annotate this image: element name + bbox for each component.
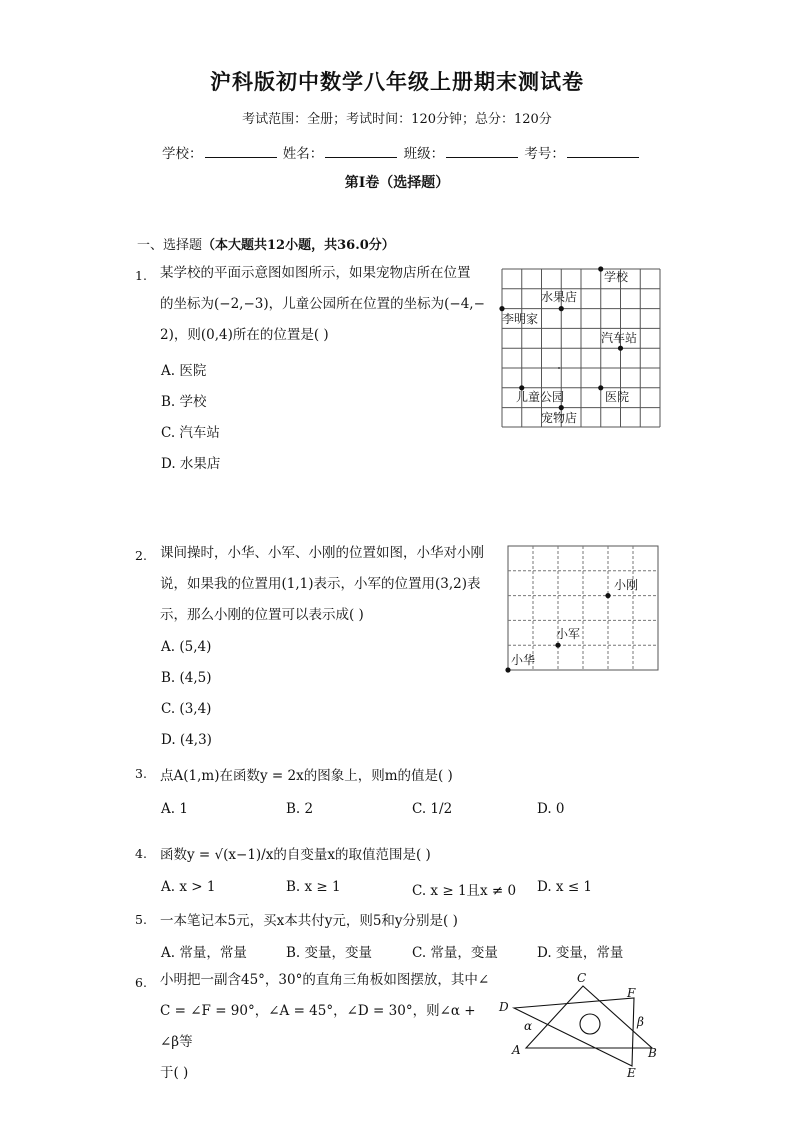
- option-a[interactable]: A. 常量，常量: [161, 945, 247, 961]
- label-home: 李明家: [502, 312, 539, 326]
- label-fruit-shop: 水果店: [541, 290, 578, 304]
- label-c: C: [577, 971, 587, 985]
- option-d[interactable]: D. x ≤ 1: [537, 879, 593, 895]
- label-xiaojun: 小军: [556, 627, 581, 641]
- xiaohua-point: [505, 667, 510, 672]
- question-line: 课间操时，小华、小军、小刚的位置如图，小华对小刚: [160, 545, 484, 561]
- option-d[interactable]: D. 水果店: [161, 456, 221, 472]
- option-c[interactable]: C. 汽车站: [161, 425, 220, 441]
- question-2-text: [160, 538, 490, 631]
- label-hospital: 医院: [605, 390, 630, 404]
- option-a[interactable]: A. (5,4): [161, 639, 212, 655]
- question-3-text: 点A(1,m)在函数y = 2x的图象上，则m的值是( ): [160, 768, 453, 784]
- xiaogang-point: [605, 593, 610, 598]
- label-bus-station: 汽车站: [601, 331, 638, 345]
- option-c[interactable]: C. x ≥ 1且x ≠ 0: [412, 883, 517, 899]
- page-title: 沪科版初中数学八年级上册期末测试卷: [210, 69, 584, 94]
- class-label: 班级：: [403, 146, 445, 162]
- option-a[interactable]: A. 1: [161, 801, 188, 817]
- option-b[interactable]: B. x ≥ 1: [286, 879, 341, 895]
- question-number: 4.: [135, 846, 147, 861]
- option-d[interactable]: D. (4,3): [161, 732, 212, 748]
- option-a[interactable]: A. x > 1: [161, 879, 216, 895]
- option-b[interactable]: B. 学校: [161, 394, 207, 410]
- center-dot: [558, 367, 560, 369]
- exam-info: 考试范围：全册；考试时间：120分钟；总分：120分: [242, 112, 552, 127]
- label-d: D: [499, 1000, 509, 1014]
- question-line: 说，如果我的位置用(1,1)表示，小军的位置用(3,2)表: [160, 576, 481, 592]
- label-b: B: [648, 1046, 657, 1060]
- pet-shop-point: [559, 405, 564, 410]
- hole-circle: [580, 1014, 600, 1034]
- question-6-text: [160, 965, 490, 1089]
- question-4-text: 函数y = √(x−1)/x的自变量x的取值范围是( ): [160, 847, 431, 863]
- option-c[interactable]: C. 常量，变量: [412, 945, 498, 961]
- part-heading: [137, 234, 395, 253]
- label-xiaogang: 小刚: [614, 578, 639, 592]
- position-grid-figure: [502, 540, 664, 676]
- question-number: 2.: [135, 548, 147, 563]
- question-line: 某学校的平面示意图如图所示，如果宠物店所在位置: [160, 265, 471, 281]
- school-map-figure: [496, 262, 666, 432]
- number-label: 考号：: [524, 146, 565, 162]
- label-a: A: [512, 1043, 521, 1057]
- label-school: 学校: [604, 270, 629, 284]
- option-c[interactable]: C. 1/2: [412, 801, 453, 817]
- question-line: 示，那么小刚的位置可以表示成( ): [160, 607, 364, 623]
- question-number: 5.: [135, 912, 147, 927]
- hospital-point: [598, 385, 603, 390]
- part-prefix: 一、选择题: [137, 238, 203, 253]
- position-grid: [508, 546, 658, 670]
- number-blank[interactable]: [567, 144, 639, 158]
- triangle-figure: [494, 968, 674, 1080]
- question-number: 3.: [135, 766, 147, 781]
- student-fields: [162, 142, 641, 162]
- question-line: 于( ): [160, 1065, 189, 1081]
- class-blank[interactable]: [446, 144, 518, 158]
- label-beta: β: [637, 1015, 644, 1029]
- school-blank[interactable]: [205, 144, 277, 158]
- fruit-shop-point: [559, 306, 564, 311]
- name-blank[interactable]: [325, 144, 397, 158]
- question-1-text: [160, 258, 490, 351]
- label-alpha: α: [524, 1019, 533, 1033]
- xiaojun-point: [555, 643, 560, 648]
- question-line: 小明把一副含45°，30°的直角三角板如图摆放，其中∠: [160, 972, 490, 988]
- option-b[interactable]: B. (4,5): [161, 670, 212, 686]
- home-point: [499, 306, 504, 311]
- question-number: 1.: [135, 268, 147, 283]
- question-number: 6.: [135, 975, 147, 990]
- label-xiaohua: 小华: [511, 653, 536, 667]
- label-f: F: [627, 986, 636, 1000]
- question-line: C = ∠F = 90°，∠A = 45°，∠D = 30°，则∠α + ∠β等: [160, 1003, 476, 1050]
- question-line: 2)，则(0,4)所在的位置是( ): [160, 327, 329, 343]
- school-label: 学校：: [162, 146, 203, 162]
- option-d[interactable]: D. 变量，常量: [537, 945, 624, 961]
- name-label: 姓名：: [282, 146, 324, 162]
- bus-station-point: [618, 346, 623, 351]
- question-line: 的坐标为(−2,−3)，儿童公园所在位置的坐标为(−4,−: [160, 296, 485, 312]
- option-a[interactable]: A. 医院: [161, 363, 207, 379]
- label-park: 儿童公园: [516, 390, 565, 404]
- option-c[interactable]: C. (3,4): [161, 701, 212, 717]
- option-d[interactable]: D. 0: [537, 801, 565, 817]
- part-desc: （本大题共12小题，共36.0分）: [202, 238, 395, 253]
- question-5-text: 一本笔记本5元，买x本共付y元，则5和y分别是( ): [160, 913, 458, 929]
- label-pet-shop: 宠物店: [541, 411, 578, 425]
- option-b[interactable]: B. 2: [286, 801, 314, 817]
- school-point: [598, 266, 603, 271]
- label-e: E: [627, 1066, 636, 1080]
- option-b[interactable]: B. 变量，变量: [286, 945, 373, 961]
- section-heading: 第I卷（选择题）: [344, 175, 450, 191]
